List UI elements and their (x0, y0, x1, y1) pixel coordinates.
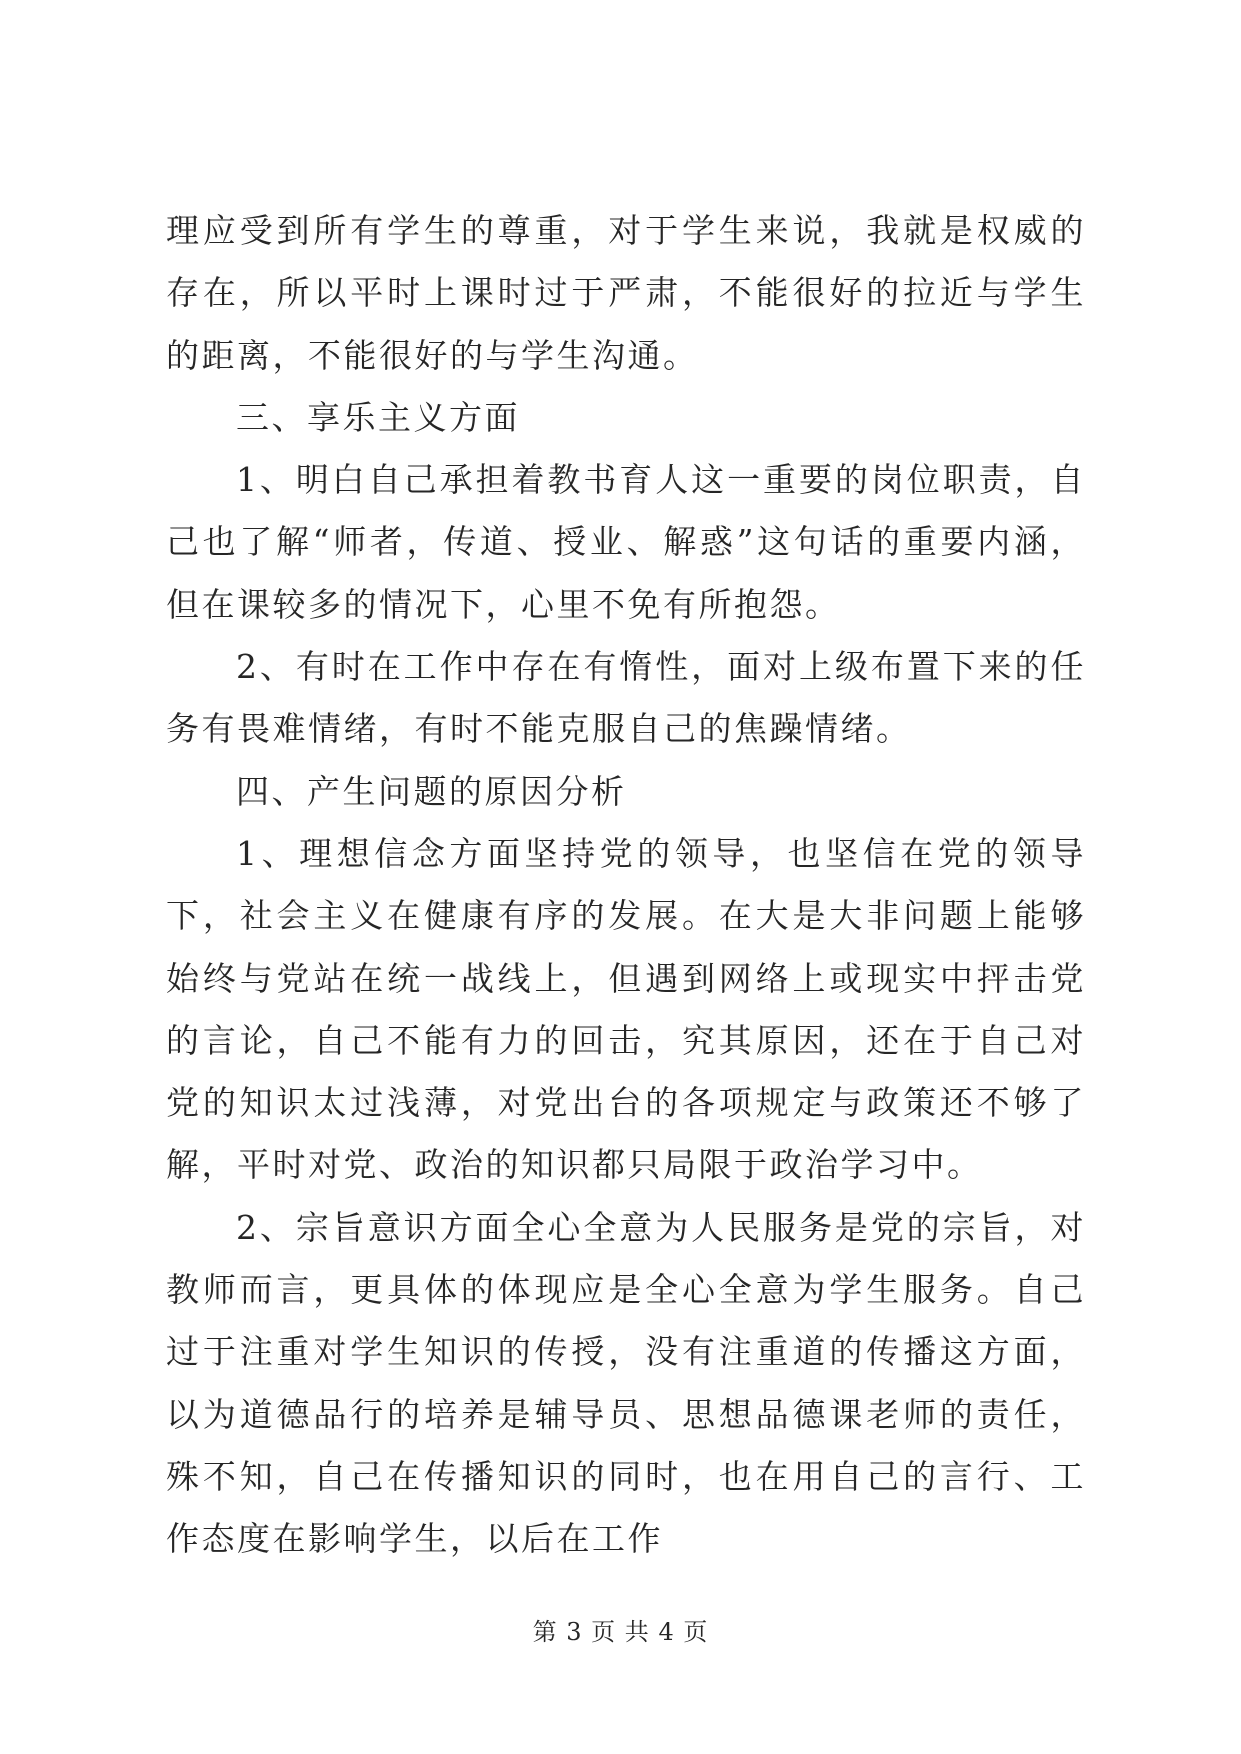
paragraph: 2、有时在工作中存在有惰性，面对上级布置下来的任务有畏难情绪，有时不能克服自己的焦躁情绪。 (166, 647, 1086, 749)
paragraph: 2、宗旨意识方面全心全意为人民服务是党的宗旨，对教师而言，更具体的体现应是全心全意为学生服务。自己过于注重对学生知识的传授，没有注重道的传播这方面，以为道德品行的培养是辅导员、思想品德课老师的责任，殊不知，自己在传播知识的同时，也在用自己的言行、工作态度在影响学生，以后在工作 (166, 1207, 1086, 1559)
document-body (166, 200, 1086, 1571)
paragraph: 1、理想信念方面坚持党的领导，也坚信在党的领导下，社会主义在健康有序的发展。在大是大非问题上能够始终与党站在统一战线上，但遇到网络上或现实中抨击党的言论，自己不能有力的回击，究其原因，还在于自己对党的知识太过浅薄，对党出台的各项规定与政策还不够了解，平时对党、政治的知识都只局限于政治学习中。 (166, 833, 1086, 1185)
paragraph-continued: 理应受到所有学生的尊重，对于学生来说，我就是权威的存在，所以平时上课时过于严肃，不能很好的拉近与学生的距离，不能很好的与学生沟通。 (166, 211, 1086, 375)
page-footer (0, 1612, 1241, 1647)
section-heading-4: 四、产生问题的原因分析 (236, 771, 627, 811)
section-heading-3: 三、享乐主义方面 (236, 397, 520, 437)
page-number-label: 第 3 页 共 4 页 (532, 1618, 709, 1646)
paragraph: 1、明白自己承担着教书育人这一重要的岗位职责，自己也了解“师者，传道、授业、解惑”这句话的重要内涵，但在课较多的情况下，心里不免有所抱怨。 (166, 460, 1086, 624)
